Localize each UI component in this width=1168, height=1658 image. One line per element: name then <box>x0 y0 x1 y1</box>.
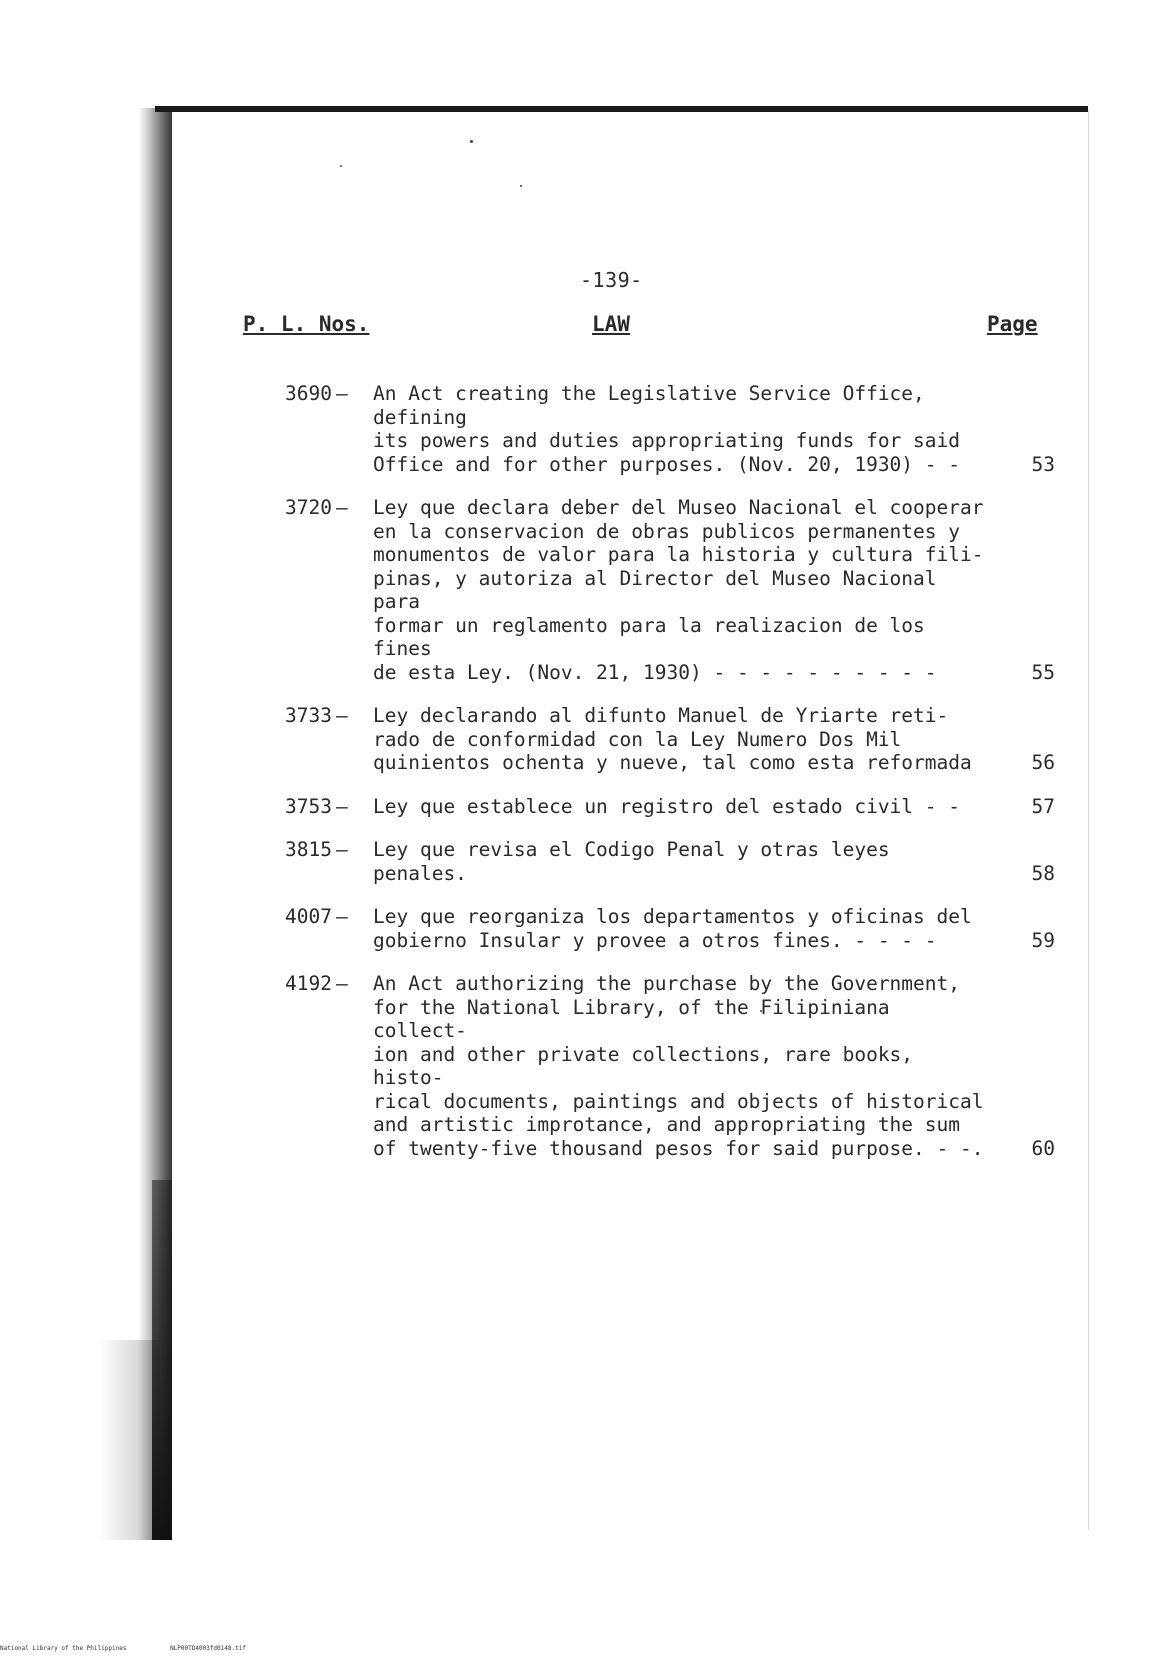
entry-dash: – <box>335 496 348 519</box>
law-entry <box>285 795 1065 819</box>
entry-title: Ley que establece un registro del estado civil - - <box>373 794 960 818</box>
entry-dash: – <box>335 704 348 727</box>
entry-number: 3733 <box>285 704 332 727</box>
entry-number: 3720 <box>285 496 332 519</box>
entry-page-number: 56 <box>1031 751 1055 774</box>
law-entry <box>285 704 1065 775</box>
entry-page-number: 58 <box>1031 861 1055 885</box>
entry-title: An Act authorizing the purchase by the Government, for the National Library, of the Filipiniana collect- ion and other private collections, rare books, histo- rical documents, paintings and objects of historical and artistic improtance, and appropriating the sum of twenty-five thousand pesos for said purpose. - -. <box>373 972 984 1160</box>
column-header-page: Page <box>987 312 1038 336</box>
entry-dash: – <box>335 905 348 928</box>
entry-number: 4192 <box>285 972 332 995</box>
scan-speck <box>340 165 342 167</box>
entry-title: Ley que revisa el Codigo Penal y otras leyes penales. <box>373 838 890 885</box>
entry-dash: – <box>335 382 348 405</box>
footer-library-name: National Library of the Philippines <box>0 1645 127 1652</box>
page-number: -139- <box>580 268 643 292</box>
law-entry <box>285 496 1065 684</box>
right-page-edge <box>1088 110 1089 1530</box>
entry-number: 3690 <box>285 382 332 405</box>
law-entry <box>285 905 1065 952</box>
scan-footer-credit <box>0 1645 286 1652</box>
top-border-rule <box>155 106 1088 112</box>
entry-dash: – <box>335 838 348 861</box>
entry-page-number: 55 <box>1031 660 1055 684</box>
law-entry <box>285 382 1065 476</box>
column-header-pl-nos: P. L. Nos. <box>243 312 370 336</box>
law-entry <box>285 972 1065 1160</box>
footer-file-id: NLP00TD4003fd0148.tif <box>170 1645 246 1652</box>
binding-shadow-dark <box>152 1180 172 1540</box>
entry-number: 4007 <box>285 905 332 928</box>
entry-number: 3753 <box>285 794 332 818</box>
entry-title: Ley que reorganiza los departamentos y oficinas del gobierno Insular y provee a otros fines. - - - - <box>373 905 972 952</box>
entry-title: Ley declarando al difunto Manuel de Yriarte reti- rado de conformidad con la Ley Numero Dos Mil quinientos ochenta y nueve, tal como esta reformada <box>373 704 972 774</box>
entry-page-number: 53 <box>1031 452 1055 476</box>
scan-speck <box>520 185 522 187</box>
law-entry <box>285 838 1065 885</box>
law-entries-list <box>285 382 1065 1180</box>
entry-page-number: 60 <box>1031 1136 1055 1160</box>
entry-page-number: 59 <box>1031 928 1055 952</box>
entry-page-number: 57 <box>1031 794 1055 818</box>
entry-title: An Act creating the Legislative Service Office, defining its powers and duties appropriating funds for said Office and for other purposes. (Nov. 20, 1930) - - <box>373 382 960 476</box>
entry-dash: – <box>335 972 348 995</box>
binding-shadow-bottom <box>100 1340 160 1540</box>
scan-speck <box>470 140 473 143</box>
entry-dash: – <box>335 794 348 818</box>
entry-title: Ley que declara deber del Museo Nacional el cooperar en la conservacion de obras publicos permanentes y monumentos de valor para la historia y cultura fili- pinas, y autoriza al Director del Museo Nacional para formar un reglamento para la realizacion de los fines de esta Ley. (Nov. 21, 1930) - - - - - - - - - - <box>373 496 984 684</box>
column-header-law: LAW <box>592 312 630 336</box>
entry-number: 3815 <box>285 838 332 861</box>
